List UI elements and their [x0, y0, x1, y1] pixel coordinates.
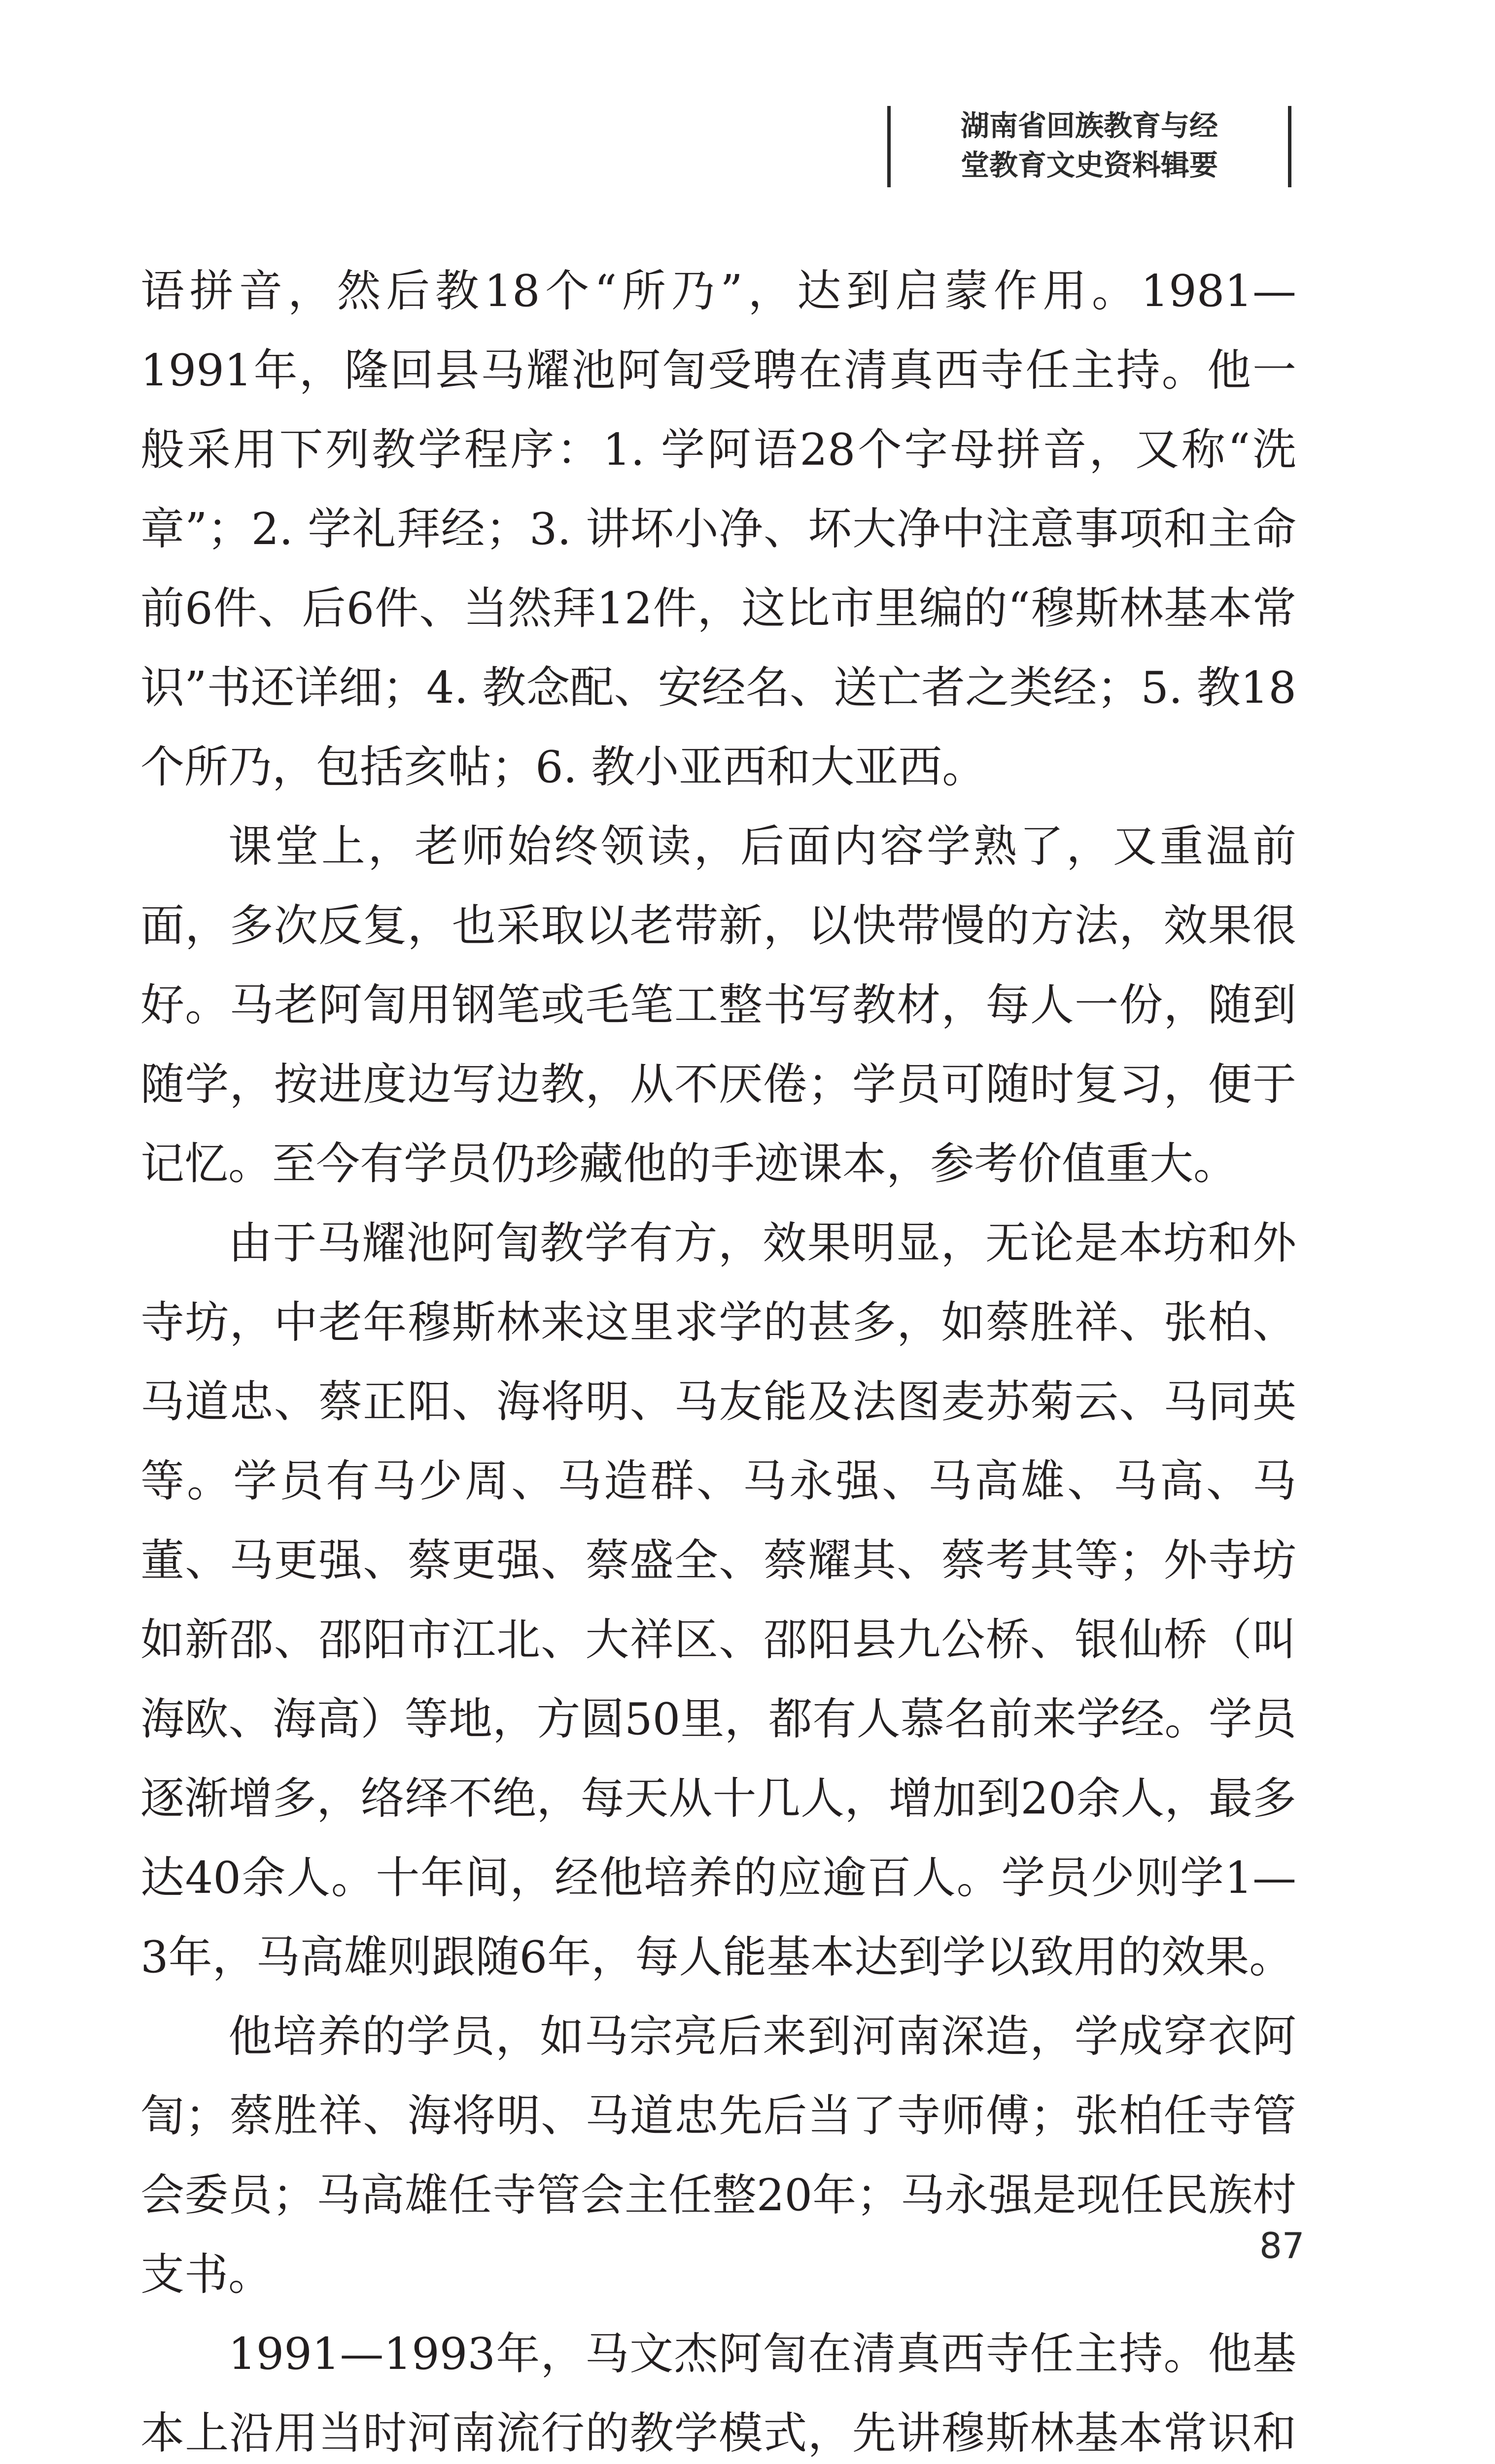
header-left-rule [887, 106, 891, 187]
page-number: 87 [1259, 2225, 1305, 2266]
header-title-line-1: 湖南省回族教育与经 [960, 109, 1218, 142]
paragraph-2: 课堂上，老师始终领读，后面内容学熟了，又重温前面，多次反复，也采取以老带新，以快带慢的方法，效果很好。马老阿訇用钢笔或毛笔工整书写教材，每人一份，随到随学，按进度边写边教，从不厌倦；学员可随时复习，便于记忆。至今有学员仍珍藏他的手迹课本，参考价值重大。 [140, 821, 1296, 1189]
header-title [907, 106, 1272, 185]
paragraph-1: 语拼音，然后教18个“所乃”，达到启蒙作用。1981—1991年，隆回县马耀池阿訇受聘在清真西寺任主持。他一般采用下列教学程序：1. 学阿语28个字母拼音，又称“洗章”；2. 学礼拜经；3. 讲坏小净、坏大净中注意事项和主命前6件、后6件、当然拜12件，这比市里编的“穆斯林基本常识”书还详细；4. 教念配、安经名、送亡者之类经；5. 教18个所乃，包括亥帖；6. 教小亚西和大亚西。 [140, 265, 1296, 792]
body-text [140, 251, 1296, 2464]
paragraph-4: 他培养的学员，如马宗亮后来到河南深造，学成穿衣阿訇；蔡胜祥、海将明、马道忠先后当了寺师傅；张柏任寺管会委员；马高雄任寺管会主任整20年；马永强是现任民族村支书。 [140, 2011, 1296, 2300]
running-header [887, 106, 1291, 197]
paragraph-5: 1991—1993年，马文杰阿訇在清真西寺任主持。他基本上沿用当时河南流行的教学模式，先讲穆斯林基本常识和 [140, 2328, 1296, 2459]
paragraph-3: 由于马耀池阿訇教学有方，效果明显，无论是本坊和外寺坊，中老年穆斯林来这里求学的甚多，如蔡胜祥、张柏、马道忠、蔡正阳、海将明、马友能及法图麦苏菊云、马同英等。学员有马少周、马造群、马永强、马高雄、马高、马董、马更强、蔡更强、蔡盛全、蔡耀其、蔡考其等；外寺坊如新邵、邵阳市江北、大祥区、邵阳县九公桥、银仙桥（叫海欧、海高）等地，方圆50里，都有人慕名前来学经。学员逐渐增多，络绎不绝，每天从十几人，增加到20余人，最多达40余人。十年间，经他培养的应逾百人。学员少则学1—3年，马高雄则跟随6年，每人能基本达到学以致用的效果。 [140, 1217, 1296, 1983]
header-title-line-2: 堂教育文史资料辑要 [960, 148, 1218, 182]
header-right-rule [1288, 106, 1291, 187]
